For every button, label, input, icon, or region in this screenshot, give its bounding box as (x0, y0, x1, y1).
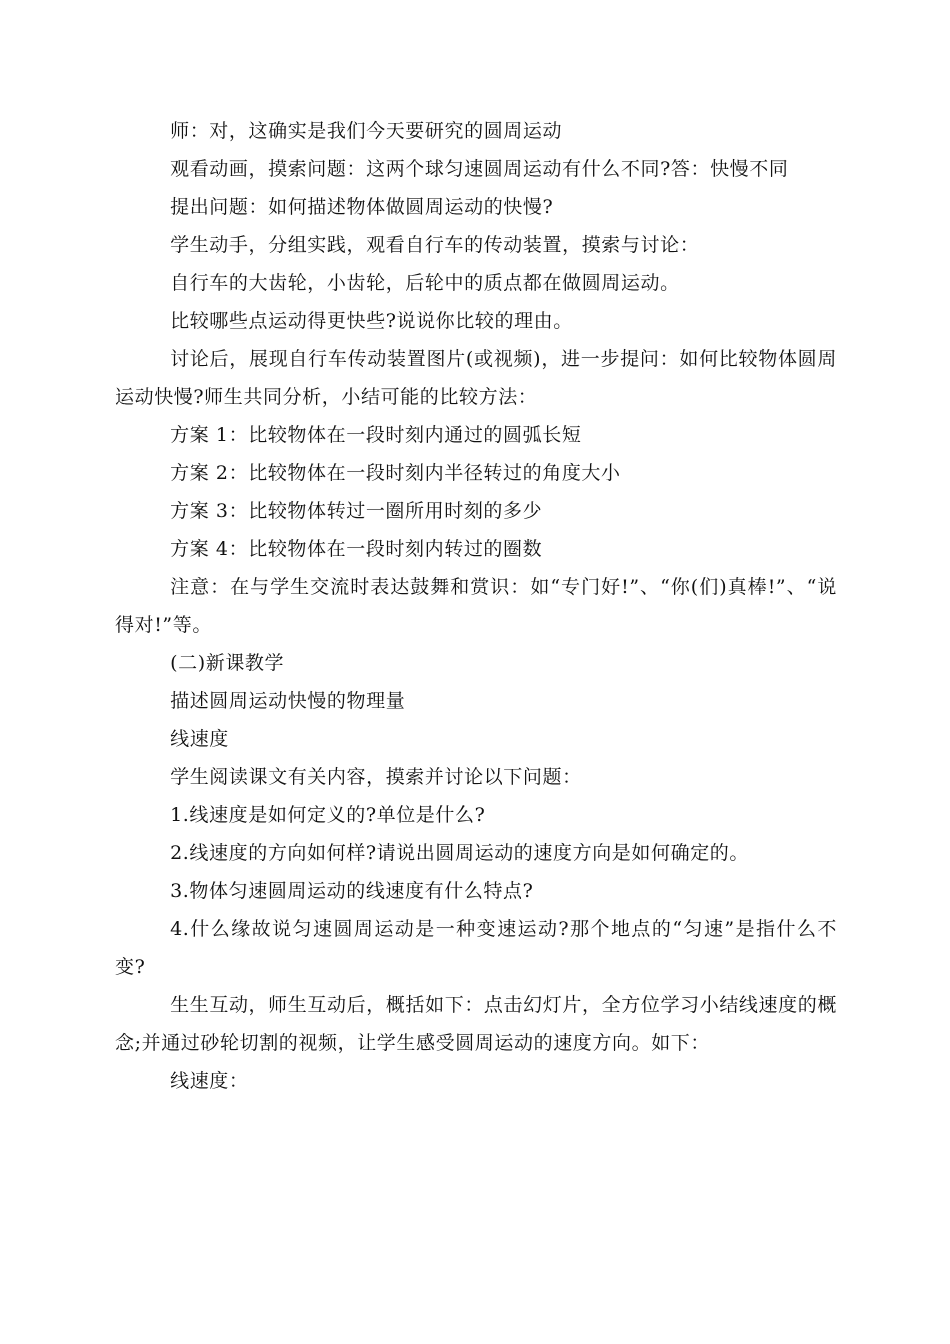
paragraph-physical-quantity: 描述圆周运动快慢的物理量 (170, 690, 406, 712)
paragraph-linear-velocity-title: 线速度 (170, 728, 229, 750)
paragraph-summary: 生生互动，师生互动后，概括如下：点击幻灯片，全方位学习小结线速度的概念;并通过砂轮切割的视频，让学生感受圆周运动的速度方向。如下： (115, 994, 837, 1054)
paragraph-plan-2: 方案 2：比较物体在一段时刻内半径转过的角度大小 (170, 462, 621, 484)
paragraph-compare-points: 比较哪些点运动得更快些?说说你比较的理由。 (170, 310, 573, 332)
paragraph-teacher-remark: 师：对，这确实是我们今天要研究的圆周运动 (170, 120, 563, 142)
paragraph-linear-velocity-label: 线速度： (170, 1070, 249, 1092)
question-item-2: 2.线速度的方向如何样?请说出圆周运动的速度方向是如何确定的。 (170, 842, 750, 864)
paragraph-student-practice: 学生动手，分组实践，观看自行车的传动装置，摸索与讨论： (170, 234, 700, 256)
paragraph-reading-task: 学生阅读课文有关内容，摸索并讨论以下问题： (170, 766, 582, 788)
paragraph-watch-animation: 观看动画，摸索问题：这两个球匀速圆周运动有什么不同?答：快慢不同 (170, 158, 789, 180)
paragraph-discussion: 讨论后，展现自行车传动装置图片(或视频)，进一步提问：如何比较物体圆周运动快慢?师生共同分析，小结可能的比较方法： (115, 348, 837, 408)
document-body (115, 112, 837, 1100)
section-heading-new-lesson: (二)新课教学 (170, 652, 285, 674)
paragraph-plan-4: 方案 4：比较物体在一段时刻内转过的圈数 (170, 538, 543, 560)
paragraph-raise-question: 提出问题：如何描述物体做圆周运动的快慢? (170, 196, 554, 218)
paragraph-plan-3: 方案 3：比较物体转过一圈所用时刻的多少 (170, 500, 543, 522)
question-item-1: 1.线速度是如何定义的?单位是什么? (170, 804, 486, 826)
question-item-3: 3.物体匀速圆周运动的线速度有什么特点? (170, 880, 534, 902)
paragraph-bicycle-gears: 自行车的大齿轮，小齿轮，后轮中的质点都在做圆周运动。 (170, 272, 680, 294)
question-item-4: 4.什么缘故说匀速圆周运动是一种变速运动?那个地点的“匀速”是指什么不变? (115, 918, 837, 978)
paragraph-plan-1: 方案 1：比较物体在一段时刻内通过的圆弧长短 (170, 424, 582, 446)
paragraph-note: 注意：在与学生交流时表达鼓舞和赏识：如“专门好!”、“你(们)真棒!”、“说得对!”等。 (115, 576, 837, 636)
